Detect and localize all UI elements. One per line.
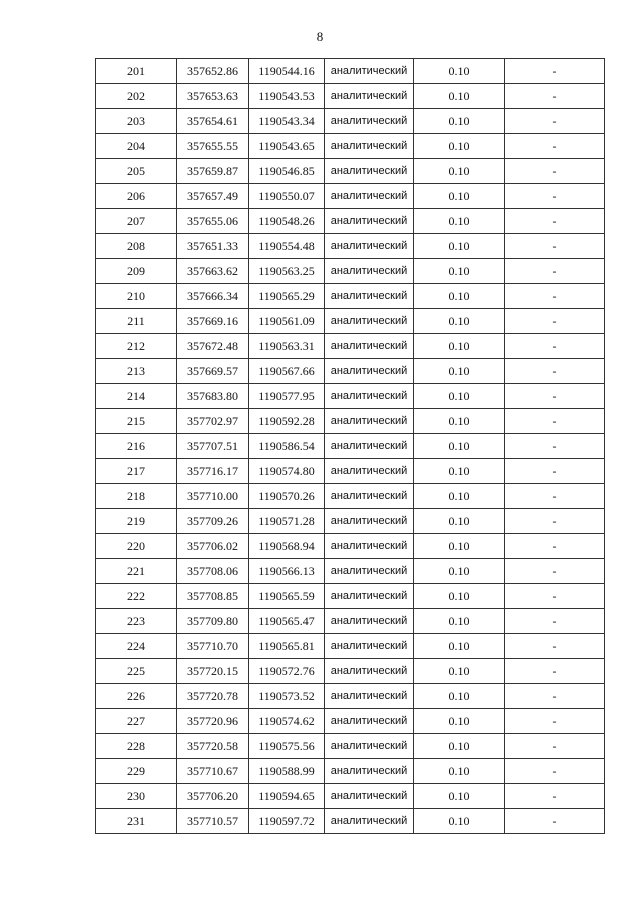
description-cell: - [505,509,605,534]
method-cell: аналитический [325,434,414,459]
method-cell: аналитический [325,559,414,584]
description-cell: - [505,259,605,284]
table-row [96,784,605,809]
y-coordinate-cell: 1190575.56 [249,734,325,759]
method-cell: аналитический [325,509,414,534]
x-coordinate-cell: 357708.85 [177,584,249,609]
point-number-cell: 214 [96,384,177,409]
description-cell: - [505,559,605,584]
point-number-cell: 212 [96,334,177,359]
method-cell: аналитический [325,234,414,259]
accuracy-cell: 0.10 [414,184,505,209]
x-coordinate-cell: 357709.26 [177,509,249,534]
y-coordinate-cell: 1190563.25 [249,259,325,284]
x-coordinate-cell: 357710.00 [177,484,249,509]
x-coordinate-cell: 357710.70 [177,634,249,659]
description-cell: - [505,109,605,134]
point-number-cell: 206 [96,184,177,209]
point-number-cell: 213 [96,359,177,384]
y-coordinate-cell: 1190568.94 [249,534,325,559]
method-cell: аналитический [325,209,414,234]
x-coordinate-cell: 357652.86 [177,59,249,84]
y-coordinate-cell: 1190574.62 [249,709,325,734]
table-row [96,159,605,184]
y-coordinate-cell: 1190554.48 [249,234,325,259]
method-cell: аналитический [325,484,414,509]
page-number: 8 [316,29,324,44]
point-number-cell: 222 [96,584,177,609]
table-row [96,484,605,509]
x-coordinate-cell: 357657.49 [177,184,249,209]
method-cell: аналитический [325,334,414,359]
accuracy-cell: 0.10 [414,409,505,434]
description-cell: - [505,759,605,784]
accuracy-cell: 0.10 [414,659,505,684]
description-cell: - [505,634,605,659]
accuracy-cell: 0.10 [414,284,505,309]
x-coordinate-cell: 357707.51 [177,434,249,459]
method-cell: аналитический [325,659,414,684]
table-row [96,284,605,309]
y-coordinate-cell: 1190570.26 [249,484,325,509]
accuracy-cell: 0.10 [414,109,505,134]
table-row [96,684,605,709]
table-row [96,84,605,109]
description-cell: - [505,409,605,434]
y-coordinate-cell: 1190543.53 [249,84,325,109]
accuracy-cell: 0.10 [414,609,505,634]
x-coordinate-cell: 357651.33 [177,234,249,259]
point-number-cell: 218 [96,484,177,509]
y-coordinate-cell: 1190574.80 [249,459,325,484]
point-number-cell: 207 [96,209,177,234]
method-cell: аналитический [325,109,414,134]
accuracy-cell: 0.10 [414,359,505,384]
accuracy-cell: 0.10 [414,559,505,584]
accuracy-cell: 0.10 [414,459,505,484]
method-cell: аналитический [325,584,414,609]
description-cell: - [505,59,605,84]
method-cell: аналитический [325,359,414,384]
description-cell: - [505,809,605,834]
y-coordinate-cell: 1190567.66 [249,359,325,384]
x-coordinate-cell: 357663.62 [177,259,249,284]
method-cell: аналитический [325,134,414,159]
description-cell: - [505,309,605,334]
method-cell: аналитический [325,159,414,184]
accuracy-cell: 0.10 [414,309,505,334]
y-coordinate-cell: 1190577.95 [249,384,325,409]
x-coordinate-cell: 357709.80 [177,609,249,634]
y-coordinate-cell: 1190597.72 [249,809,325,834]
description-cell: - [505,384,605,409]
method-cell: аналитический [325,184,414,209]
table-row [96,184,605,209]
accuracy-cell: 0.10 [414,709,505,734]
point-number-cell: 204 [96,134,177,159]
table-row [96,734,605,759]
y-coordinate-cell: 1190573.52 [249,684,325,709]
table-row [96,234,605,259]
x-coordinate-cell: 357716.17 [177,459,249,484]
x-coordinate-cell: 357659.87 [177,159,249,184]
y-coordinate-cell: 1190571.28 [249,509,325,534]
accuracy-cell: 0.10 [414,809,505,834]
accuracy-cell: 0.10 [414,634,505,659]
method-cell: аналитический [325,84,414,109]
point-number-cell: 208 [96,234,177,259]
accuracy-cell: 0.10 [414,59,505,84]
table-row [96,309,605,334]
point-number-cell: 227 [96,709,177,734]
table-row [96,609,605,634]
method-cell: аналитический [325,459,414,484]
method-cell: аналитический [325,309,414,334]
y-coordinate-cell: 1190565.59 [249,584,325,609]
table-row [96,384,605,409]
table-row [96,409,605,434]
description-cell: - [505,284,605,309]
accuracy-cell: 0.10 [414,759,505,784]
x-coordinate-cell: 357672.48 [177,334,249,359]
table-row [96,659,605,684]
y-coordinate-cell: 1190544.16 [249,59,325,84]
point-number-cell: 202 [96,84,177,109]
method-cell: аналитический [325,759,414,784]
table-row [96,109,605,134]
description-cell: - [505,234,605,259]
point-number-cell: 216 [96,434,177,459]
table-row [96,359,605,384]
accuracy-cell: 0.10 [414,159,505,184]
method-cell: аналитический [325,259,414,284]
y-coordinate-cell: 1190586.54 [249,434,325,459]
x-coordinate-cell: 357706.02 [177,534,249,559]
y-coordinate-cell: 1190543.34 [249,109,325,134]
accuracy-cell: 0.10 [414,684,505,709]
coordinates-table-body [96,59,605,834]
point-number-cell: 211 [96,309,177,334]
accuracy-cell: 0.10 [414,209,505,234]
accuracy-cell: 0.10 [414,584,505,609]
description-cell: - [505,609,605,634]
x-coordinate-cell: 357708.06 [177,559,249,584]
method-cell: аналитический [325,784,414,809]
description-cell: - [505,584,605,609]
point-number-cell: 219 [96,509,177,534]
method-cell: аналитический [325,59,414,84]
method-cell: аналитический [325,634,414,659]
description-cell: - [505,359,605,384]
description-cell: - [505,459,605,484]
description-cell: - [505,709,605,734]
x-coordinate-cell: 357655.55 [177,134,249,159]
accuracy-cell: 0.10 [414,259,505,284]
point-number-cell: 209 [96,259,177,284]
accuracy-cell: 0.10 [414,434,505,459]
point-number-cell: 225 [96,659,177,684]
method-cell: аналитический [325,534,414,559]
accuracy-cell: 0.10 [414,334,505,359]
accuracy-cell: 0.10 [414,534,505,559]
x-coordinate-cell: 357683.80 [177,384,249,409]
description-cell: - [505,434,605,459]
coordinates-table [95,58,605,834]
x-coordinate-cell: 357669.57 [177,359,249,384]
accuracy-cell: 0.10 [414,234,505,259]
table-row [96,334,605,359]
x-coordinate-cell: 357653.63 [177,84,249,109]
x-coordinate-cell: 357720.96 [177,709,249,734]
point-number-cell: 203 [96,109,177,134]
y-coordinate-cell: 1190566.13 [249,559,325,584]
table-row [96,809,605,834]
x-coordinate-cell: 357669.16 [177,309,249,334]
method-cell: аналитический [325,734,414,759]
description-cell: - [505,159,605,184]
method-cell: аналитический [325,809,414,834]
y-coordinate-cell: 1190563.31 [249,334,325,359]
y-coordinate-cell: 1190561.09 [249,309,325,334]
point-number-cell: 221 [96,559,177,584]
point-number-cell: 230 [96,784,177,809]
description-cell: - [505,209,605,234]
point-number-cell: 201 [96,59,177,84]
y-coordinate-cell: 1190565.47 [249,609,325,634]
table-row [96,759,605,784]
method-cell: аналитический [325,409,414,434]
x-coordinate-cell: 357720.58 [177,734,249,759]
accuracy-cell: 0.10 [414,784,505,809]
description-cell: - [505,659,605,684]
point-number-cell: 229 [96,759,177,784]
method-cell: аналитический [325,609,414,634]
point-number-cell: 224 [96,634,177,659]
description-cell: - [505,684,605,709]
y-coordinate-cell: 1190550.07 [249,184,325,209]
table-row [96,259,605,284]
x-coordinate-cell: 357666.34 [177,284,249,309]
description-cell: - [505,484,605,509]
table-row [96,509,605,534]
accuracy-cell: 0.10 [414,84,505,109]
point-number-cell: 210 [96,284,177,309]
table-row [96,209,605,234]
x-coordinate-cell: 357706.20 [177,784,249,809]
x-coordinate-cell: 357702.97 [177,409,249,434]
point-number-cell: 220 [96,534,177,559]
table-row [96,634,605,659]
y-coordinate-cell: 1190546.85 [249,159,325,184]
table-row [96,709,605,734]
x-coordinate-cell: 357710.57 [177,809,249,834]
x-coordinate-cell: 357655.06 [177,209,249,234]
x-coordinate-cell: 357710.67 [177,759,249,784]
y-coordinate-cell: 1190572.76 [249,659,325,684]
method-cell: аналитический [325,284,414,309]
y-coordinate-cell: 1190565.29 [249,284,325,309]
description-cell: - [505,534,605,559]
point-number-cell: 228 [96,734,177,759]
method-cell: аналитический [325,684,414,709]
x-coordinate-cell: 357720.78 [177,684,249,709]
y-coordinate-cell: 1190543.65 [249,134,325,159]
point-number-cell: 205 [96,159,177,184]
y-coordinate-cell: 1190548.26 [249,209,325,234]
description-cell: - [505,784,605,809]
description-cell: - [505,134,605,159]
point-number-cell: 231 [96,809,177,834]
accuracy-cell: 0.10 [414,134,505,159]
x-coordinate-cell: 357720.15 [177,659,249,684]
y-coordinate-cell: 1190594.65 [249,784,325,809]
table-row [96,59,605,84]
y-coordinate-cell: 1190588.99 [249,759,325,784]
point-number-cell: 223 [96,609,177,634]
table-row [96,534,605,559]
table-row [96,584,605,609]
accuracy-cell: 0.10 [414,734,505,759]
method-cell: аналитический [325,384,414,409]
point-number-cell: 215 [96,409,177,434]
description-cell: - [505,84,605,109]
y-coordinate-cell: 1190565.81 [249,634,325,659]
table-row [96,434,605,459]
accuracy-cell: 0.10 [414,509,505,534]
table-row [96,559,605,584]
table-row [96,134,605,159]
description-cell: - [505,184,605,209]
point-number-cell: 226 [96,684,177,709]
accuracy-cell: 0.10 [414,384,505,409]
method-cell: аналитический [325,709,414,734]
description-cell: - [505,334,605,359]
description-cell: - [505,734,605,759]
accuracy-cell: 0.10 [414,484,505,509]
y-coordinate-cell: 1190592.28 [249,409,325,434]
point-number-cell: 217 [96,459,177,484]
table-row [96,459,605,484]
x-coordinate-cell: 357654.61 [177,109,249,134]
